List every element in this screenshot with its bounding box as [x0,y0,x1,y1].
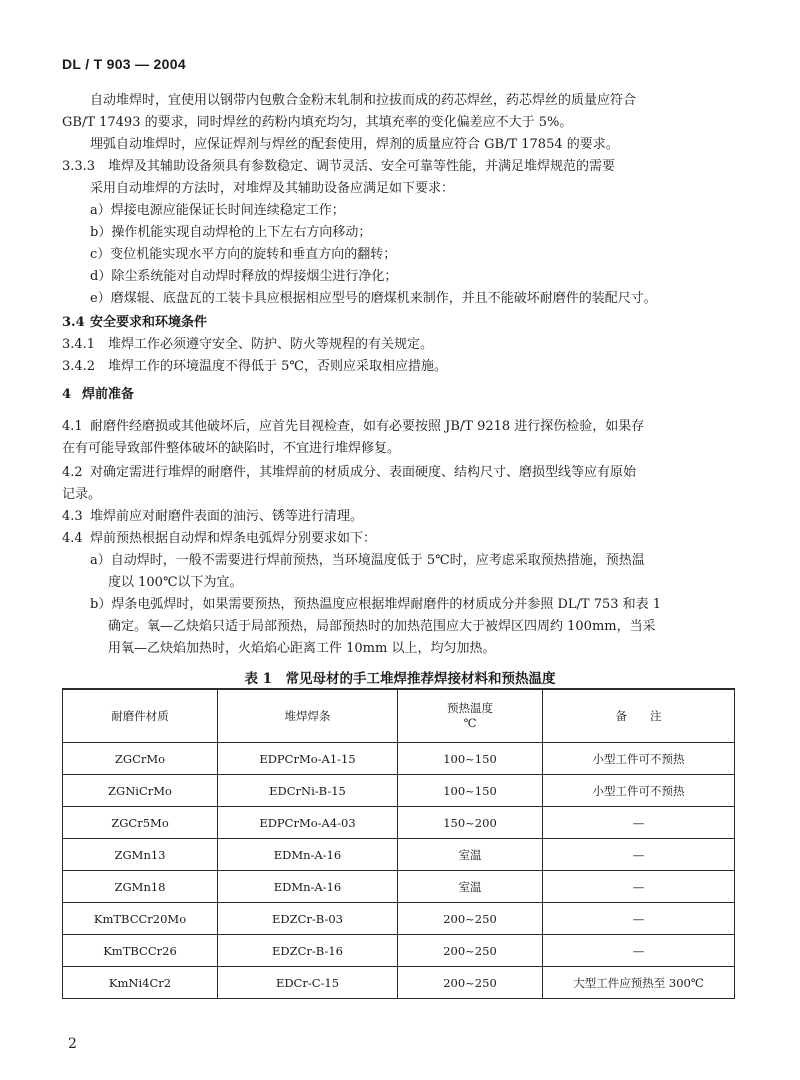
cell-electrode: EDZCr-B-03 [218,903,398,935]
cell-material: ZGNiCrMo [63,775,218,807]
section-number: 4 [62,387,72,402]
paragraph-line: 堆焊前应对耐磨件表面的油污、锈等进行清理。 [90,509,364,524]
paragraph-line: 在有可能导致部件整体破坏的缺陷时，不宜进行堆焊修复。 [62,441,401,456]
paragraph-line: GB/T 17493 的要求，同时焊丝的药粉内填充均匀，其填充率的变化偏差应不大于 5%。 [62,115,573,130]
paragraph-line: 对确定需进行堆焊的耐磨件，其堆焊前的材质成分、表面硬度、结构尺寸、磨损型线等应有原始 [90,465,637,480]
paragraph-line: 采用自动堆焊的方法时，对堆焊及其辅助设备应满足如下要求： [90,181,455,196]
list-item: b）操作机能实现自动焊枪的上下左右方向移动； [90,225,372,240]
header-preheat [398,689,543,743]
section-number: 4.2 [62,465,83,480]
cell-remark: — [543,903,735,935]
table-row [63,775,735,807]
cell-material: ZGMn13 [63,839,218,871]
paragraph-line: 埋弧自动堆焊时，应保证焊剂与焊丝的配套使用，焊剂的质量应符合 GB/T 17854 的要求。 [90,137,619,152]
header-preheat-line1: 预热温度 [447,701,493,715]
cell-material: ZGMn18 [63,871,218,903]
section-number: 3.4.1 [62,337,96,352]
cell-material: KmTBCCr26 [63,935,218,967]
cell-remark: 大型工件应预热至 300℃ [543,967,735,999]
cell-preheat: 100~150 [398,743,543,775]
page-number: 2 [68,1036,77,1052]
cell-material: ZGCr5Mo [63,807,218,839]
cell-preheat: 室温 [398,871,543,903]
document-code-header: DL / T 903 — 2004 [62,56,186,72]
header-preheat-unit: ℃ [463,716,477,730]
header-material: 耐磨件材质 [63,689,218,743]
cell-remark: — [543,807,735,839]
paragraph-line: 堆焊工作必须遵守安全、防护、防火等规程的有关规定。 [108,337,434,352]
table-row [63,839,735,871]
list-item: b）焊条电弧焊时，如果需要预热，预热温度应根据堆焊耐磨件的材质成分并参照 DL/T 753 和表 1 [90,597,662,612]
section-number: 3.4.2 [62,359,96,374]
paragraph-line: 堆焊工作的环境温度不得低于 5℃，否则应采取相应措施。 [108,359,447,374]
cell-preheat: 200~250 [398,935,543,967]
list-item: e）磨煤辊、底盘瓦的工装卡具应根据相应型号的磨煤机来制作，并且不能破坏耐磨件的装配尺寸。 [90,291,657,306]
section-heading: 焊前准备 [82,387,135,402]
cell-electrode: EDPCrMo-A4-03 [218,807,398,839]
cell-material: KmTBCCr20Mo [63,903,218,935]
table-row [63,903,735,935]
cell-electrode: EDMn-A-16 [218,871,398,903]
paragraph-line: 记录。 [62,487,102,502]
list-item: 用氧—乙炔焰加热时，火焰焰心距离工件 10mm 以上，均匀加热。 [108,641,496,656]
list-item: c）变位机能实现水平方向的旋转和垂直方向的翻转； [90,247,397,262]
cell-electrode: EDCrNi-B-15 [218,775,398,807]
cell-electrode: EDCr-C-15 [218,967,398,999]
list-item: a）自动焊时，一般不需要进行焊前预热，当环境温度低于 5℃时，应考虑采取预热措施，预热温 [90,553,645,568]
section-number: 3.3.3 [62,159,96,174]
header-remark: 备 注 [543,689,735,743]
cell-preheat: 200~250 [398,967,543,999]
paragraph-line: 堆焊及其辅助设备须具有参数稳定、调节灵活、安全可靠等性能，并满足堆焊规范的需要 [108,159,616,174]
cell-remark: — [543,871,735,903]
cell-remark: 小型工件可不预热 [543,743,735,775]
cell-material: ZGCrMo [63,743,218,775]
materials-table [62,688,735,999]
section-number: 3.4 [62,315,85,330]
paragraph-line: 自动堆焊时，宜使用以钢带内包敷合金粉末轧制和拉拔而成的药芯焊丝，药芯焊丝的质量应符合 [90,93,637,108]
section-number: 4.3 [62,509,83,524]
table-row [63,743,735,775]
cell-preheat: 200~250 [398,903,543,935]
list-item: a）焊接电源应能保证长时间连续稳定工作； [90,203,345,218]
table-row [63,967,735,999]
cell-remark: 小型工件可不预热 [543,775,735,807]
cell-electrode: EDZCr-B-16 [218,935,398,967]
list-item: d）除尘系统能对自动焊时释放的焊接烟尘进行净化； [90,269,398,284]
cell-electrode: EDMn-A-16 [218,839,398,871]
paragraph-line: 耐磨件经磨损或其他破坏后，应首先目视检查，如有必要按照 JB/T 9218 进行探伤检验，如果存 [90,419,645,434]
cell-preheat: 150~200 [398,807,543,839]
cell-remark: — [543,935,735,967]
list-item: 度以 100℃以下为宜。 [108,575,243,590]
section-number: 4.1 [62,419,83,434]
table-header-row [63,689,735,743]
table-row [63,807,735,839]
cell-remark: — [543,839,735,871]
cell-preheat: 室温 [398,839,543,871]
section-heading: 安全要求和环境条件 [90,315,208,330]
section-number: 4.4 [62,531,83,546]
cell-preheat: 100~150 [398,775,543,807]
cell-material: KmNi4Cr2 [63,967,218,999]
cell-electrode: EDPCrMo-A1-15 [218,743,398,775]
table-caption: 表 1 常见母材的手工堆焊推荐焊接材料和预热温度 [244,671,556,687]
table-row [63,935,735,967]
paragraph-line: 焊前预热根据自动焊和焊条电弧焊分别要求如下： [90,531,377,546]
table-row [63,871,735,903]
header-electrode: 堆焊焊条 [218,689,398,743]
list-item: 确定。氧—乙炔焰只适于局部预热，局部预热时的加热范围应大于被焊区四周约 100mm，当采 [108,619,656,634]
